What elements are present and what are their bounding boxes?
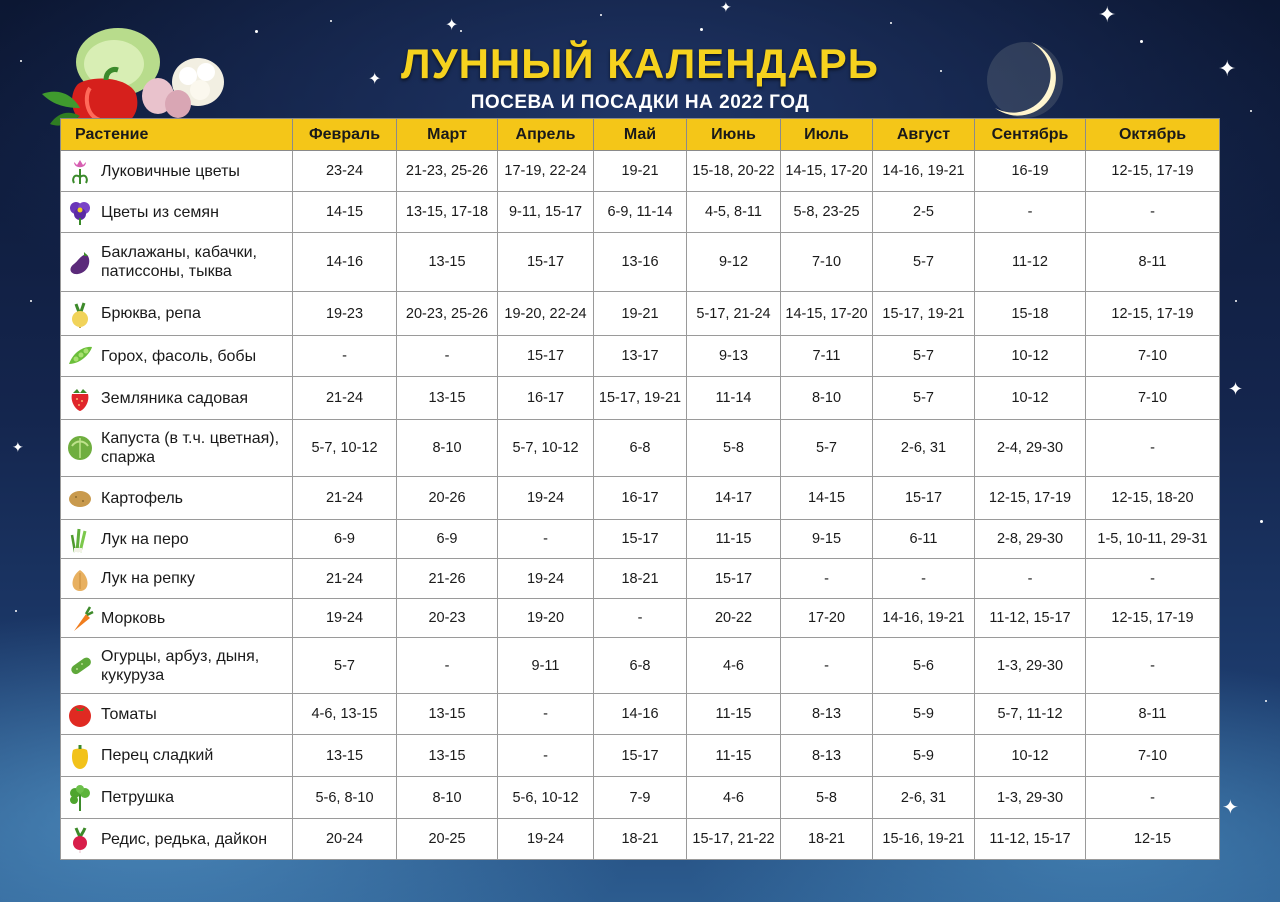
table-row [61,520,1220,559]
date-cell: - [975,559,1086,599]
date-cell: 5-7 [293,638,397,694]
date-cell: 2-6, 31 [873,777,975,819]
date-cell: 2-5 [873,192,975,233]
plant-cell [61,477,293,520]
plant-cell [61,520,293,559]
date-cell: 12-15, 17-19 [975,477,1086,520]
date-cell: 8-10 [397,420,498,477]
plant-name: Картофель [101,489,184,507]
date-cell: 14-15, 17-20 [781,292,873,336]
date-cell: 19-20, 22-24 [498,292,594,336]
date-cell: 11-12 [975,233,1086,292]
date-cell: 15-17 [498,233,594,292]
date-cell: 15-17 [687,559,781,599]
page-title: ЛУННЫЙ КАЛЕНДАРЬ [401,40,879,87]
date-cell: 13-15 [397,694,498,735]
date-cell: 2-4, 29-30 [975,420,1086,477]
tulip-icon [66,157,94,185]
date-cell: 5-8 [781,777,873,819]
date-cell: 1-3, 29-30 [975,638,1086,694]
date-cell: 5-8, 23-25 [781,192,873,233]
date-cell: 5-17, 21-24 [687,292,781,336]
table-row [61,819,1220,860]
date-cell: 18-21 [594,559,687,599]
tomato-icon [66,700,94,728]
date-cell: 4-5, 8-11 [687,192,781,233]
date-cell: 9-13 [687,336,781,377]
date-cell: 12-15, 17-19 [1086,292,1220,336]
date-cell: 21-24 [293,559,397,599]
date-cell: - [1086,638,1220,694]
date-cell: 15-17 [498,336,594,377]
violet-flower-icon [66,198,94,226]
plant-cell [61,819,293,860]
date-cell: 19-21 [594,151,687,192]
date-cell: 18-21 [781,819,873,860]
table-header-row [61,119,1220,151]
table-row [61,477,1220,520]
table-row [61,694,1220,735]
date-cell: 9-12 [687,233,781,292]
plant-name: Брюква, репа [101,305,201,322]
potato-icon [66,484,94,512]
date-cell: 14-16, 19-21 [873,599,975,638]
date-cell: 13-15 [397,735,498,777]
plant-cell [61,559,293,599]
date-cell: - [397,336,498,377]
date-cell: 5-7, 10-12 [498,420,594,477]
table-row [61,599,1220,638]
plant-name: Огурцы, арбуз, дыня, кукуруза [101,647,260,684]
date-cell: 5-9 [873,735,975,777]
plant-cell [61,694,293,735]
date-cell: 9-15 [781,520,873,559]
date-cell: 13-15 [397,377,498,420]
date-cell: 19-24 [293,599,397,638]
date-cell: 15-17, 19-21 [873,292,975,336]
table-row [61,151,1220,192]
date-cell: 11-14 [687,377,781,420]
date-cell: 15-18, 20-22 [687,151,781,192]
date-cell: 5-7, 10-12 [293,420,397,477]
plant-cell [61,420,293,477]
date-cell: 2-6, 31 [873,420,975,477]
turnip-icon [66,300,94,328]
date-cell: 5-7 [781,420,873,477]
column-header-month: Март [397,119,498,151]
date-cell: 8-13 [781,735,873,777]
date-cell: 7-10 [781,233,873,292]
date-cell: 13-15 [397,233,498,292]
column-header-plant: Растение [61,119,293,151]
column-header-month: Август [873,119,975,151]
date-cell: 8-10 [781,377,873,420]
plant-cell [61,151,293,192]
date-cell: 14-16, 19-21 [873,151,975,192]
column-header-month: Сентябрь [975,119,1086,151]
column-header-month: Октябрь [1086,119,1220,151]
plant-cell [61,377,293,420]
date-cell: 4-6, 13-15 [293,694,397,735]
date-cell: 7-10 [1086,377,1220,420]
table-row [61,777,1220,819]
plant-cell [61,233,293,292]
date-cell: 14-15 [293,192,397,233]
date-cell: 12-15, 17-19 [1086,151,1220,192]
date-cell: 8-11 [1086,233,1220,292]
date-cell: 9-11 [498,638,594,694]
date-cell: 14-16 [293,233,397,292]
date-cell: 19-21 [594,292,687,336]
date-cell: 8-11 [1086,694,1220,735]
plant-cell [61,638,293,694]
strawberry-icon [66,384,94,412]
date-cell: - [1086,420,1220,477]
date-cell: - [975,192,1086,233]
date-cell: 13-16 [594,233,687,292]
date-cell: - [594,599,687,638]
plant-cell [61,777,293,819]
date-cell: 16-19 [975,151,1086,192]
radish-icon [66,825,94,853]
date-cell: 19-23 [293,292,397,336]
date-cell: - [498,520,594,559]
date-cell: 10-12 [975,377,1086,420]
table-row [61,420,1220,477]
date-cell: 8-10 [397,777,498,819]
date-cell: 17-19, 22-24 [498,151,594,192]
starry-background: ✦ ✦ ✦ ✦ ✦ ✦ ✦ ✦ [0,0,1280,902]
date-cell: 15-18 [975,292,1086,336]
date-cell: 13-15 [293,735,397,777]
date-cell: - [873,559,975,599]
plant-name: Цветы из семян [101,203,219,221]
plant-name: Морковь [101,609,166,627]
date-cell: - [498,735,594,777]
date-cell: 11-15 [687,520,781,559]
date-cell: 5-7 [873,377,975,420]
date-cell: 20-23 [397,599,498,638]
date-cell: 12-15, 18-20 [1086,477,1220,520]
cucumber-icon [66,652,94,680]
date-cell: 7-10 [1086,735,1220,777]
pepper-icon [66,742,94,770]
date-cell: 11-12, 15-17 [975,819,1086,860]
eggplant-icon [66,248,94,276]
plant-name: Баклажаны, кабачки, патиссоны, тыква [101,244,257,280]
date-cell: 14-16 [594,694,687,735]
date-cell: 4-6 [687,777,781,819]
date-cell: - [781,638,873,694]
date-cell: 6-8 [594,638,687,694]
date-cell: - [498,694,594,735]
plant-name: Редис, редька, дайкон [101,830,268,848]
plant-name: Перец сладкий [101,747,214,764]
carrot-icon [66,604,94,632]
date-cell: 21-26 [397,559,498,599]
date-cell: 5-6 [873,638,975,694]
table-row [61,735,1220,777]
plant-cell [61,336,293,377]
date-cell: - [1086,559,1220,599]
date-cell: 20-24 [293,819,397,860]
green-onion-icon [66,525,94,553]
date-cell: 23-24 [293,151,397,192]
date-cell: 5-6, 8-10 [293,777,397,819]
date-cell: 14-17 [687,477,781,520]
plant-name: Земляника садовая [101,389,249,407]
page-subtitle: ПОСЕВА И ПОСАДКИ НА 2022 ГОД [470,92,810,113]
date-cell: 13-15, 17-18 [397,192,498,233]
column-header-month: Февраль [293,119,397,151]
date-cell: 19-20 [498,599,594,638]
date-cell: 4-6 [687,638,781,694]
date-cell: - [1086,192,1220,233]
date-cell: 1-3, 29-30 [975,777,1086,819]
date-cell: 1-5, 10-11, 29-31 [1086,520,1220,559]
date-cell: 11-12, 15-17 [975,599,1086,638]
date-cell: 14-15 [781,477,873,520]
date-cell: 12-15 [1086,819,1220,860]
date-cell: 10-12 [975,336,1086,377]
plant-name: Горох, фасоль, бобы [101,347,257,365]
plant-name: Томаты [101,705,157,723]
column-header-month: Июнь [687,119,781,151]
table-row [61,559,1220,599]
date-cell: 14-15, 17-20 [781,151,873,192]
date-cell: 6-9 [397,520,498,559]
date-cell: 18-21 [594,819,687,860]
date-cell: - [397,638,498,694]
date-cell: 15-17 [594,520,687,559]
table-row [61,292,1220,336]
plant-cell [61,599,293,638]
lunar-calendar-table [60,118,1220,860]
peas-icon [66,342,94,370]
date-cell: 5-7 [873,233,975,292]
date-cell: 16-17 [498,377,594,420]
plant-name: Луковичные цветы [101,162,240,180]
date-cell: 20-26 [397,477,498,520]
table-row [61,233,1220,292]
date-cell: 21-24 [293,377,397,420]
date-cell: 19-24 [498,559,594,599]
onion-icon [66,565,94,593]
date-cell: 17-20 [781,599,873,638]
date-cell: 16-17 [594,477,687,520]
parsley-icon [66,784,94,812]
date-cell: 7-10 [1086,336,1220,377]
date-cell: 13-17 [594,336,687,377]
date-cell: 6-8 [594,420,687,477]
date-cell: 21-23, 25-26 [397,151,498,192]
date-cell: 15-17, 19-21 [594,377,687,420]
date-cell: 11-15 [687,694,781,735]
date-cell: 8-13 [781,694,873,735]
date-cell: 5-6, 10-12 [498,777,594,819]
date-cell: 20-25 [397,819,498,860]
date-cell: 7-9 [594,777,687,819]
table-body [61,151,1220,860]
date-cell: - [781,559,873,599]
plant-name: Лук на репку [101,570,195,587]
date-cell: 20-22 [687,599,781,638]
date-cell: 19-24 [498,477,594,520]
plant-cell [61,292,293,336]
date-cell: 21-24 [293,477,397,520]
date-cell: 10-12 [975,735,1086,777]
date-cell: 5-7 [873,336,975,377]
date-cell: 15-17 [594,735,687,777]
plant-name: Петрушка [101,789,174,806]
date-cell: 5-8 [687,420,781,477]
date-cell: 6-9, 11-14 [594,192,687,233]
date-cell: 6-9 [293,520,397,559]
date-cell: - [1086,777,1220,819]
date-cell: 11-15 [687,735,781,777]
plant-cell [61,192,293,233]
table-row [61,377,1220,420]
date-cell: 6-11 [873,520,975,559]
date-cell: 9-11, 15-17 [498,192,594,233]
date-cell: 2-8, 29-30 [975,520,1086,559]
table-row [61,336,1220,377]
date-cell: 7-11 [781,336,873,377]
date-cell: 5-9 [873,694,975,735]
plant-name: Лук на перо [101,530,189,548]
date-cell: - [293,336,397,377]
date-cell: 15-16, 19-21 [873,819,975,860]
date-cell: 5-7, 11-12 [975,694,1086,735]
plant-cell [61,735,293,777]
date-cell: 15-17 [873,477,975,520]
date-cell: 20-23, 25-26 [397,292,498,336]
date-cell: 12-15, 17-19 [1086,599,1220,638]
column-header-month: Июль [781,119,873,151]
column-header-month: Апрель [498,119,594,151]
table-row [61,638,1220,694]
column-header-month: Май [594,119,687,151]
date-cell: 15-17, 21-22 [687,819,781,860]
date-cell: 19-24 [498,819,594,860]
plant-name: Капуста (в т.ч. цветная), спаржа [101,430,280,466]
table-row [61,192,1220,233]
cabbage-icon [66,434,94,462]
